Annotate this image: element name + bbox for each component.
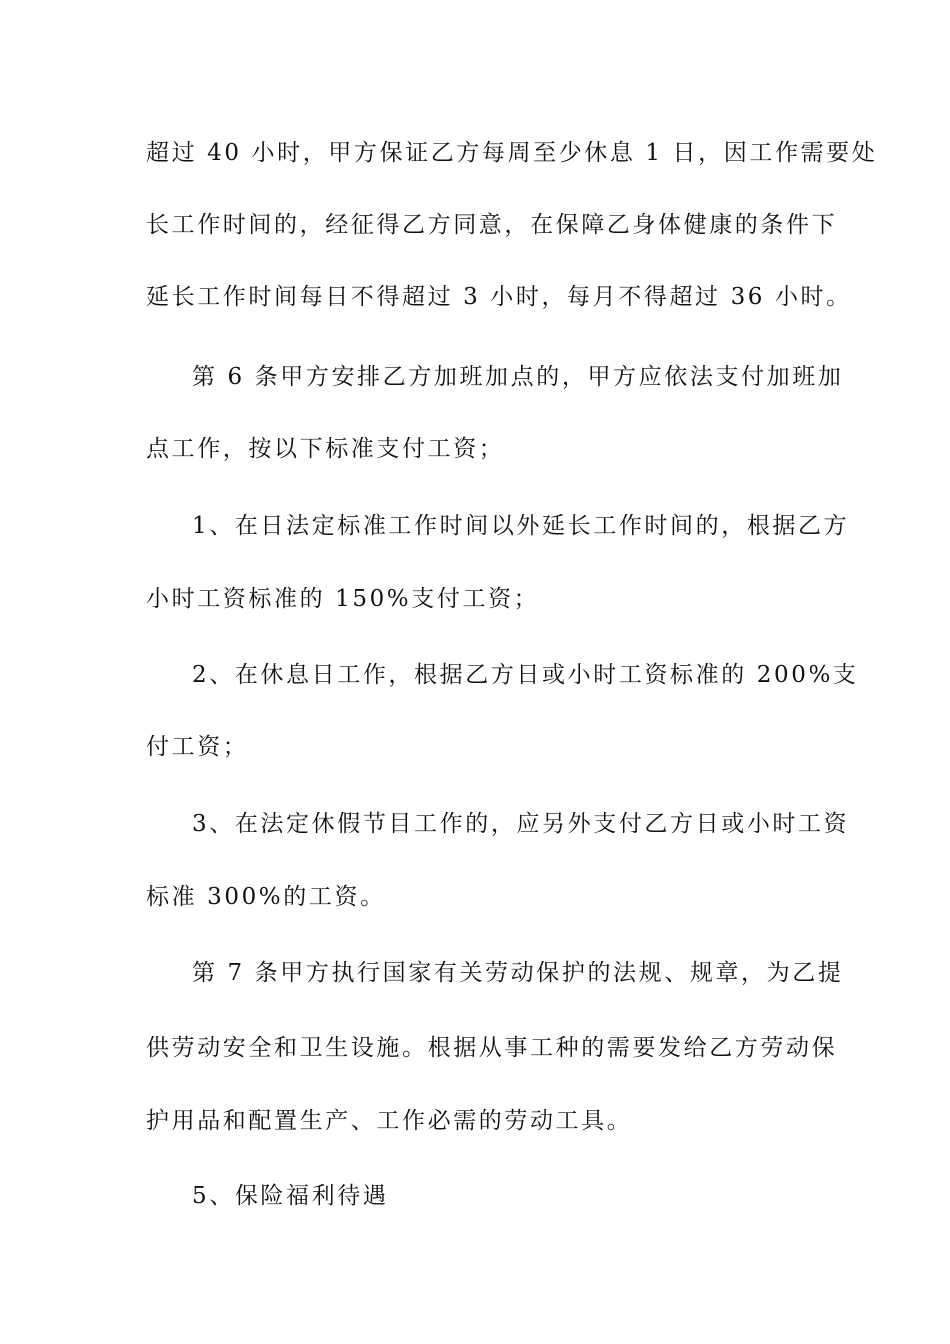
paragraph-line: 点工作，按以下标准支付工资；: [146, 436, 505, 462]
section-heading: 5、保险福利待遇: [192, 1183, 389, 1209]
article-6-line: 第 6 条甲方安排乙方加班加点的，甲方应依法支付加班加: [192, 364, 844, 390]
paragraph-line: 护用品和配置生产、工作必需的劳动工具。: [146, 1108, 633, 1134]
list-item-1: 1、在日法定标准工作时间以外延长工作时间的，根据乙方: [192, 513, 850, 539]
list-item-2: 2、在休息日工作，根据乙方日或小时工资标准的 200%支: [192, 662, 859, 688]
paragraph-line: 延长工作时间每日不得超过 3 小时，每月不得超过 36 小时。: [146, 284, 852, 310]
paragraph-line: 超过 40 小时，甲方保证乙方每周至少休息 1 日，因工作需要处: [146, 140, 878, 166]
paragraph-line: 长工作时间的，经征得乙方同意，在保障乙身体健康的条件下: [146, 212, 838, 238]
article-7-line: 第 7 条甲方执行国家有关劳动保护的法规、规章，为乙提: [192, 960, 844, 986]
paragraph-line: 标准 300%的工资。: [146, 884, 386, 910]
list-item-3: 3、在法定休假节目工作的，应另外支付乙方日或小时工资: [192, 811, 850, 837]
paragraph-line: 小时工资标准的 150%支付工资；: [146, 586, 540, 612]
paragraph-line: 供劳动安全和卫生设施。根据从事工种的需要发给乙方劳动保: [146, 1035, 838, 1061]
paragraph-line: 付工资；: [146, 734, 249, 760]
